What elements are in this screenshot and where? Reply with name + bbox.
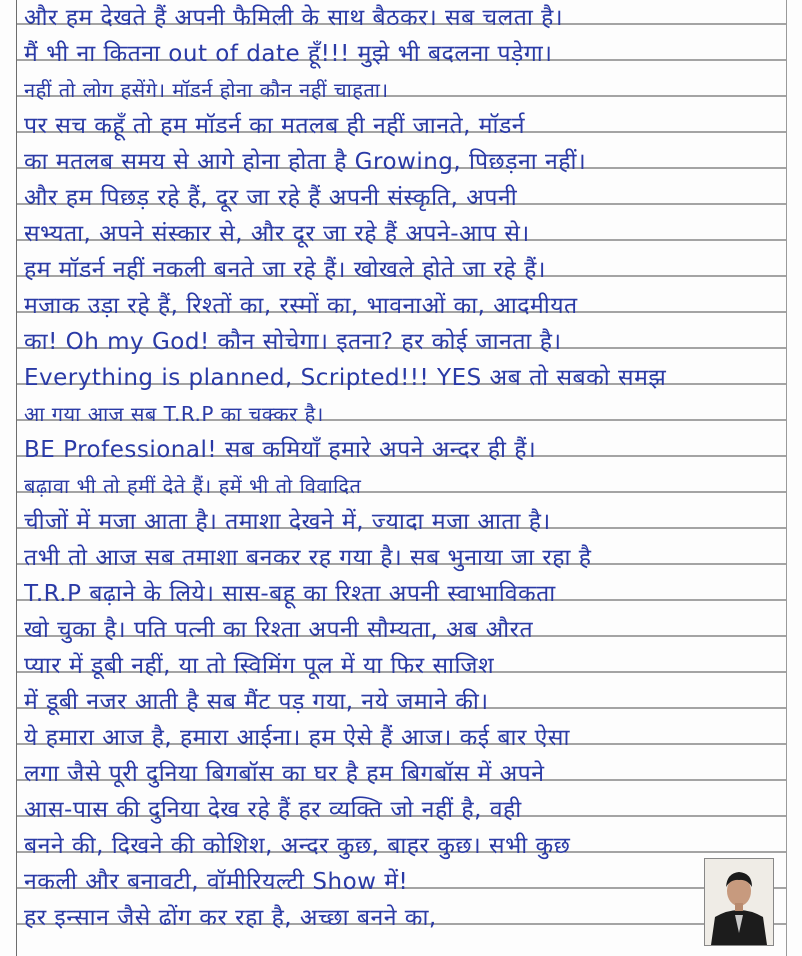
text-line: तभी तो आज सब तमाशा बनकर रह गया है। सब भुनाया जा रहा है <box>24 545 592 571</box>
text-line: लगा जैसे पूरी दुनिया बिगबॉस का घर है हम बिगबॉस में अपने <box>24 761 545 787</box>
text-line: नकली और बनावटी, वॉमीरियल्टी Show में! <box>24 869 409 895</box>
text-line: चीजों में मजा आता है। तमाशा देखने में, ज्यादा मजा आता है। <box>24 509 551 535</box>
text-line: बढ़ावा भी तो हमीं देते हैं। हमें भी तो विवादित <box>24 474 362 498</box>
text-line: हर इन्सान जैसे ढोंग कर रहा है, अच्छा बनने का, <box>24 905 437 931</box>
text-line: हम मॉडर्न नहीं नकली बनते जा रहे हैं। खोखले होते जा रहे हैं। <box>24 257 547 283</box>
text-line: का मतलब समय से आगे होना होता है Growing, पिछड़ना नहीं। <box>24 149 587 175</box>
text-line: मैं भी ना कितना out of date हूँ!!! मुझे भी बदलना पड़ेगा। <box>24 41 553 67</box>
text-line: का! Oh my God! कौन सोचेगा। इतना? हर कोई जानता है। <box>24 329 562 355</box>
text-line: और हम पिछड़ रहे हैं, दूर जा रहे हैं अपनी संस्कृति, अपनी <box>24 185 518 211</box>
text-line: BE Professional! सब कमियाँ हमारे अपने अन्दर ही हैं। <box>24 437 537 463</box>
author-photo <box>704 858 774 946</box>
text-line: Everything is planned, Scripted!!! YES अब तो सबको समझ <box>24 365 667 391</box>
text-line: और हम देखते हैं अपनी फैमिली के साथ बैठकर। सब चलता है। <box>24 5 564 31</box>
text-line: आ गया आज सब T.R.P का चक्कर है। <box>24 402 324 426</box>
text-line: नहीं तो लोग हसेंगे। मॉडर्न होना कौन नहीं चाहता। <box>24 78 389 102</box>
text-line: T.R.P बढ़ाने के लिये। सास-बहू का रिश्ता अपनी स्वाभाविकता <box>24 581 556 607</box>
text-line: में डूबी नजर आती है सब मैंट पड़ गया, नये जमाने की। <box>24 689 489 715</box>
right-edge-line <box>786 0 787 956</box>
person-portrait-icon <box>705 859 773 945</box>
text-line: प्यार में डूबी नहीं, या तो स्विमिंग पूल में या फिर साजिश <box>24 653 495 679</box>
text-line: मजाक उड़ा रहे हैं, रिश्तों का, रस्मों का, भावनाओं का, आदमीयत <box>24 293 578 319</box>
text-line: सभ्यता, अपने संस्कार से, और दूर जा रहे हैं अपने-आप से। <box>24 221 530 247</box>
text-line: खो चुका है। पति पत्नी का रिश्ता अपनी सौम्यता, अब औरत <box>24 617 534 643</box>
left-margin-line <box>16 0 17 956</box>
text-line: बनने की, दिखने की कोशिश, अन्दर कुछ, बाहर कुछ। सभी कुछ <box>24 833 571 859</box>
text-line: ये हमारा आज है, हमारा आईना। हम ऐसे हैं आज। कई बार ऐसा <box>24 725 570 751</box>
text-line: आस-पास की दुनिया देख रहे हैं हर व्यक्ति जो नहीं है, वही <box>24 797 522 823</box>
text-line: पर सच कहूँ तो हम मॉडर्न का मतलब ही नहीं जानते, मॉडर्न <box>24 113 526 139</box>
